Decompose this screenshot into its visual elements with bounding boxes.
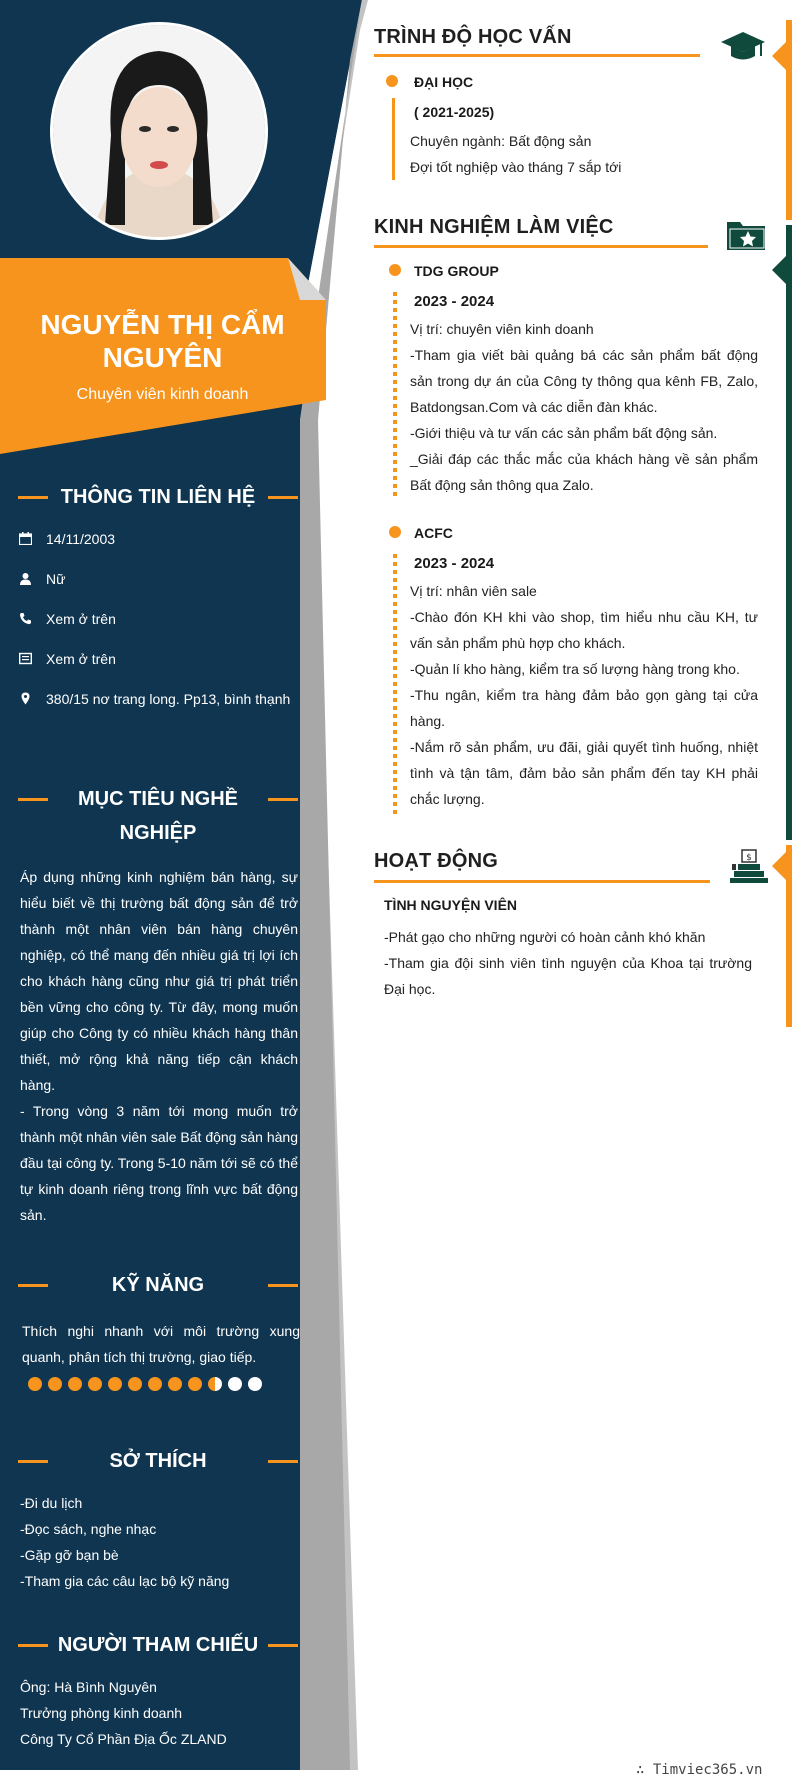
skill-rating-dot xyxy=(208,1377,222,1391)
education-school: ĐẠI HỌC xyxy=(414,74,474,90)
job-description xyxy=(410,578,758,812)
contact-email xyxy=(18,650,308,672)
contact-address xyxy=(18,690,308,712)
candidate-position: Chuyên viên kinh doanh xyxy=(76,386,249,403)
references-heading-text: NGƯỜI THAM CHIẾU xyxy=(57,1634,259,1656)
job-description xyxy=(410,316,758,498)
heading-dash xyxy=(18,496,48,499)
skill-rating-dot xyxy=(108,1377,122,1391)
activities-heading: HOẠT ĐỘNG xyxy=(374,850,499,872)
birthdate-value: 14/11/2003 xyxy=(46,531,116,547)
calendar-icon xyxy=(18,532,32,546)
graduation-cap-icon xyxy=(720,28,766,64)
skill-rating-dot xyxy=(128,1377,142,1391)
skill-rating-dot xyxy=(28,1377,42,1391)
skills-text: Thích nghi nhanh với môi trường xung quanh, phân tích thị trường, giao tiếp. xyxy=(22,1323,300,1365)
job-role: Vị trí: nhân viên sale xyxy=(410,583,537,599)
job-timeline xyxy=(393,554,397,814)
objective-heading-line1: MỤC TIÊU NGHỀ xyxy=(78,788,238,810)
heading-dash xyxy=(18,1460,48,1463)
hobbies-heading-text: SỞ THÍCH xyxy=(109,1450,207,1472)
job-duty: -Quản lí kho hàng, kiểm tra số lượng hàng trong kho. xyxy=(410,661,740,677)
experience-heading: KINH NGHIỆM LÀM VIỆC xyxy=(374,216,614,238)
contact-gender xyxy=(18,570,308,592)
skills-heading xyxy=(18,1270,298,1300)
hobby-item: -Tham gia các câu lạc bộ kỹ năng xyxy=(20,1573,230,1589)
education-bullet xyxy=(386,75,398,87)
address-value: 380/15 nơ trang long. Pp13, bình thạnh xyxy=(46,691,291,707)
references-text xyxy=(20,1674,298,1752)
skill-rating xyxy=(28,1377,262,1395)
contact-heading xyxy=(18,482,298,512)
folder-star-icon xyxy=(726,218,766,252)
candidate-name: NGUYỄN THỊ CẨM NGUYÊN xyxy=(40,309,285,373)
job-company: ACFC xyxy=(414,525,453,541)
objective-paragraph-2: - Trong vòng 3 năm tới mong muốn trở thành một nhân viên sale Bất động sản hàng đầu tại công ty. Trong 5-10 năm tới sẽ có thể tự kinh doanh riêng trong lĩnh vực bất động sản. xyxy=(20,1103,298,1223)
job-duty: -Chào đón KH khi vào shop, tìm hiểu nhu cầu KH, tư vấn sản phẩm phù hợp cho khách. xyxy=(410,609,758,651)
education-note: Đợi tốt nghiệp vào tháng 7 sắp tới xyxy=(410,159,622,175)
activity-line: -Tham gia đội sinh viên tình nguyện của Khoa tại trường Đại học. xyxy=(384,955,752,997)
reference-company: Công Ty Cổ Phần Địa Ốc ZLAND xyxy=(20,1731,227,1747)
avatar xyxy=(50,22,268,240)
job-timeline xyxy=(393,292,397,498)
activity-line: -Phát gạo cho những người có hoàn cảnh khó khăn xyxy=(384,929,706,945)
activities-underline xyxy=(374,880,710,883)
education-timeline xyxy=(392,98,395,180)
reference-name: Ông: Hà Bình Nguyên xyxy=(20,1679,157,1695)
contact-heading-text: THÔNG TIN LIÊN HỆ xyxy=(60,486,256,508)
activity-title: TÌNH NGUYỆN VIÊN xyxy=(384,897,518,913)
job-role: Vị trí: chuyên viên kinh doanh xyxy=(410,321,594,337)
job-duty: -Giới thiệu và tư vấn các sản phẩm bất động sản. xyxy=(410,425,718,441)
heading-dash xyxy=(18,1644,48,1647)
contact-birthdate xyxy=(18,530,308,552)
skill-rating-dot xyxy=(228,1377,242,1391)
podium-icon xyxy=(728,846,768,884)
hobby-item: -Đọc sách, nghe nhạc xyxy=(20,1521,157,1537)
job-company: TDG GROUP xyxy=(414,263,499,279)
skill-rating-dot xyxy=(68,1377,82,1391)
job-duty: -Tham gia viết bài quảng bá các sản phẩm bất động sản trong dự án của Công ty thông qua kênh FB, Zalo, Batdongsan.Com và các diễn đàn khác. xyxy=(410,347,758,415)
skill-rating-dot xyxy=(88,1377,102,1391)
objective-heading-line2: NGHIỆP xyxy=(119,822,197,844)
skill-rating-dot xyxy=(188,1377,202,1391)
experience-underline xyxy=(374,245,708,248)
education-underline xyxy=(374,54,700,57)
heading-dash xyxy=(268,798,298,801)
contact-phone xyxy=(18,610,308,632)
location-icon xyxy=(18,692,32,706)
skill-rating-dot xyxy=(148,1377,162,1391)
heading-dash xyxy=(268,1284,298,1287)
heading-dash xyxy=(268,1644,298,1647)
job-period: 2023 - 2024 xyxy=(414,555,495,572)
job-bullet xyxy=(389,526,401,538)
phone-value: Xem ở trên xyxy=(46,611,116,627)
hobby-item: -Gặp gỡ bạn bè xyxy=(20,1547,119,1563)
education-heading: TRÌNH ĐỘ HỌC VẤN xyxy=(374,26,572,48)
job-period: 2023 - 2024 xyxy=(414,293,495,310)
objective-paragraph-1: Áp dụng những kinh nghiệm bán hàng, sự hiểu biết về thị trường bất động sản để trở thành một nhân viên bán hàng chuyên nghiệp, có thể mang đến nhiều giá trị lợi ích cho khách hàng cũng như giá trị phát triển bền vững cho công ty. Từ đây, mong muốn giúp cho Công ty có nhiều khách hàng thân thiết, mở rộng khả năng tiếp cận khách hàng. xyxy=(20,869,298,1093)
portrait-image xyxy=(53,25,265,237)
skill-rating-dot xyxy=(168,1377,182,1391)
activity-description xyxy=(384,924,752,1002)
user-icon xyxy=(18,572,32,586)
reference-title: Trưởng phòng kinh doanh xyxy=(20,1705,183,1721)
hobbies-list xyxy=(20,1490,298,1594)
objective-text xyxy=(20,864,298,1228)
heading-dash xyxy=(268,1460,298,1463)
footer-brand: ∴ Timviec365.vn xyxy=(636,1762,763,1778)
skill-rating-dot xyxy=(248,1377,262,1391)
education-period: ( 2021-2025) xyxy=(414,104,495,120)
email-value: Xem ở trên xyxy=(46,651,116,667)
references-heading xyxy=(18,1630,298,1660)
hobby-item: -Đi du lịch xyxy=(20,1495,83,1511)
heading-dash xyxy=(18,798,48,801)
skills-heading-text: KỸ NĂNG xyxy=(111,1274,205,1296)
heading-dash xyxy=(18,1284,48,1287)
job-bullet xyxy=(389,264,401,276)
job-duty: _Giải đáp các thắc mắc của khách hàng về sản phẩm Bất động sản thông qua Zalo. xyxy=(410,451,758,493)
heading-dash xyxy=(268,496,298,499)
education-major: Chuyên ngành: Bất động sản xyxy=(410,133,592,149)
job-duty: -Nắm rõ sản phẩm, ưu đãi, giải quyết tình huống, nhiệt tình và tận tâm, đảm bảo sản phẩm đến tay KH phải chắc lượng. xyxy=(410,739,758,807)
hobbies-heading xyxy=(18,1446,298,1476)
objective-heading xyxy=(18,784,298,844)
gender-value: Nữ xyxy=(46,571,66,587)
job-duty: -Thu ngân, kiểm tra hàng đảm bảo gọn gàng tại cửa hàng. xyxy=(410,687,758,729)
email-icon xyxy=(18,652,32,666)
phone-icon xyxy=(18,612,32,626)
skill-rating-dot xyxy=(48,1377,62,1391)
svg-text:$: $ xyxy=(746,853,752,863)
